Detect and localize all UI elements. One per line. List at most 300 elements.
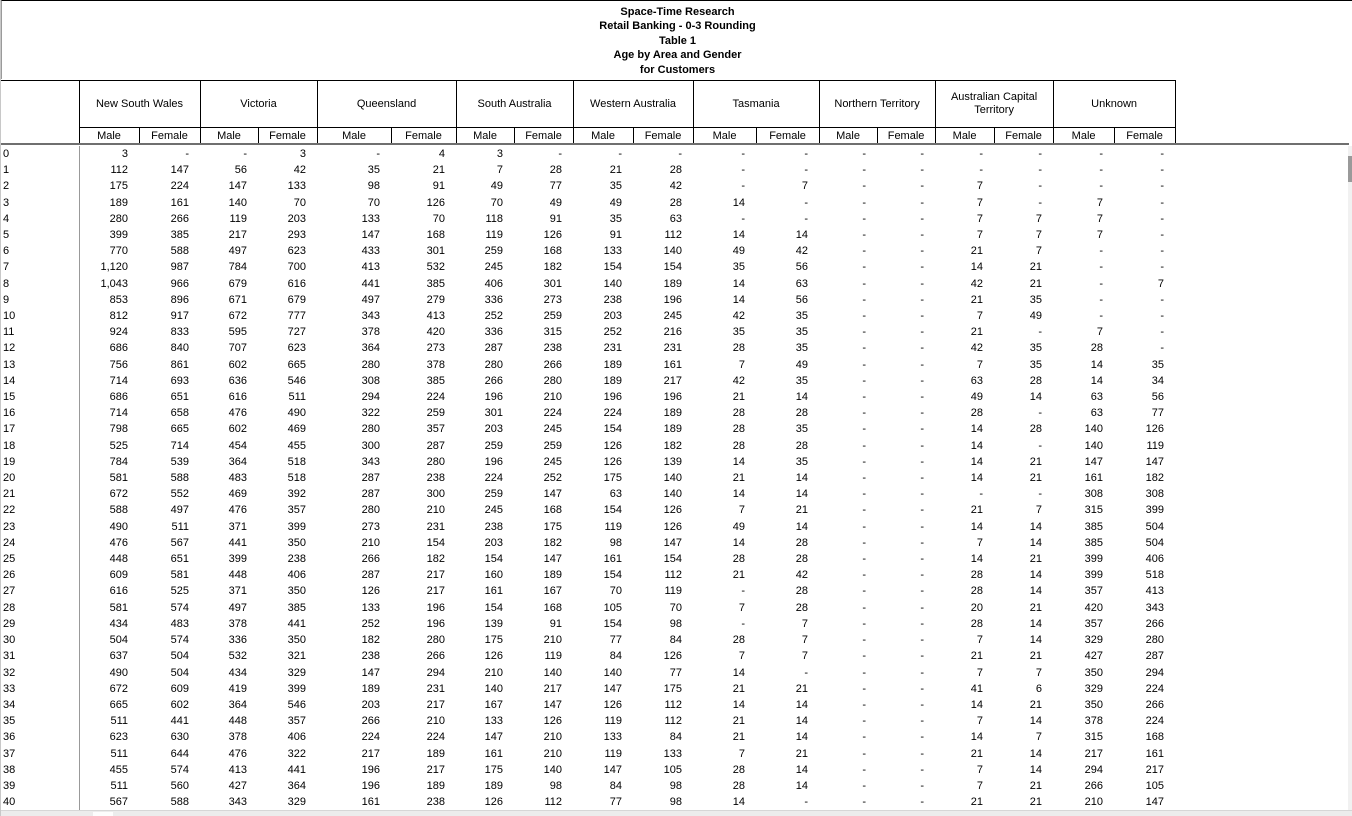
data-cell: 7 <box>801 180 808 193</box>
age-row-label: 40 <box>1 794 79 810</box>
data-cell: 252 <box>361 617 380 630</box>
data-cell: 126 <box>603 455 622 468</box>
data-cell: - <box>920 715 924 728</box>
data-cell: 350 <box>287 536 306 549</box>
data-cell: 518 <box>287 455 306 468</box>
data-cell: 42 <box>732 374 745 387</box>
data-cell: - <box>920 698 924 711</box>
data-cell: 294 <box>1145 666 1164 679</box>
data-cell: 427 <box>228 779 247 792</box>
data-cell: - <box>804 196 808 209</box>
data-cell: 238 <box>426 472 445 485</box>
data-cell: 322 <box>361 407 380 420</box>
age-row-label: 24 <box>1 535 79 551</box>
data-cell: 595 <box>228 326 247 339</box>
data-cell: 511 <box>110 779 128 792</box>
table-row <box>1 551 1175 567</box>
data-cell: 280 <box>361 504 380 517</box>
gender-subheader: Male <box>1053 128 1114 145</box>
data-cell: 147 <box>603 682 622 695</box>
data-cell: 70 <box>432 212 445 225</box>
data-cell: 7 <box>801 650 808 663</box>
data-cell: 126 <box>663 650 682 663</box>
data-cell: 21 <box>795 682 808 695</box>
age-row-label: 4 <box>1 211 79 227</box>
table-row <box>1 746 1175 762</box>
data-cell: 126 <box>543 715 562 728</box>
data-cell: 504 <box>170 666 189 679</box>
data-cell: 476 <box>228 504 247 517</box>
data-cell: 21 <box>732 731 745 744</box>
data-cell: 21 <box>732 715 745 728</box>
data-cell: 7 <box>976 634 983 647</box>
data-cell: 574 <box>170 601 189 614</box>
data-cell: 602 <box>228 423 247 436</box>
data-cell: 189 <box>663 277 682 290</box>
data-cell: - <box>804 148 808 160</box>
age-row-label: 0 <box>1 146 79 162</box>
data-cell: 665 <box>109 698 128 711</box>
data-cell: 350 <box>287 634 306 647</box>
table-row <box>1 794 1175 810</box>
data-cell: 14 <box>795 763 808 776</box>
data-cell: 147 <box>663 536 682 549</box>
data-cell: - <box>979 488 983 501</box>
data-cell: - <box>376 148 380 160</box>
data-cell: 336 <box>484 293 503 306</box>
data-cell: 896 <box>170 293 189 306</box>
data-cell: - <box>1038 148 1042 160</box>
data-cell: 798 <box>109 423 128 436</box>
data-cell: 70 <box>490 196 503 209</box>
data-cell: 658 <box>170 407 189 420</box>
data-cell: 378 <box>228 617 247 630</box>
data-cell: 217 <box>426 585 445 598</box>
gender-subheader: Female <box>633 128 693 145</box>
data-cell: 300 <box>426 488 445 501</box>
data-cell: 280 <box>543 374 562 387</box>
age-row-label: 39 <box>1 778 79 794</box>
data-cell: - <box>920 763 924 776</box>
data-cell: - <box>920 391 924 404</box>
data-cell: 266 <box>543 358 562 371</box>
data-cell: 427 <box>1084 650 1103 663</box>
data-cell: 42 <box>732 310 745 323</box>
data-cell: 301 <box>426 245 445 258</box>
data-cell: 154 <box>603 617 622 630</box>
age-row-label: 29 <box>1 616 79 632</box>
data-cell: 413 <box>361 261 380 274</box>
data-cell: 238 <box>426 796 445 809</box>
data-cell: 140 <box>543 763 562 776</box>
data-cell: 7 <box>1035 504 1042 517</box>
data-cell: 357 <box>426 423 445 436</box>
data-cell: 279 <box>426 293 445 306</box>
data-cell: 168 <box>426 229 445 242</box>
data-cell: - <box>920 293 924 306</box>
data-cell: 14 <box>732 488 745 501</box>
data-cell: 399 <box>1084 553 1103 566</box>
data-cell: 294 <box>361 391 380 404</box>
data-cell: 217 <box>426 763 445 776</box>
age-row-label: 22 <box>1 502 79 518</box>
data-cell: 14 <box>970 553 983 566</box>
data-cell: 70 <box>293 196 306 209</box>
data-cell: 189 <box>663 407 682 420</box>
state-group-header: Tasmania <box>693 81 819 128</box>
data-cell: - <box>920 520 924 533</box>
data-cell: 14 <box>795 488 808 501</box>
data-cell: - <box>862 439 866 452</box>
data-cell: 35 <box>732 326 745 339</box>
data-cell: 7 <box>1035 666 1042 679</box>
data-cell: 210 <box>1084 796 1103 809</box>
data-cell: 266 <box>484 374 503 387</box>
data-cell: 28 <box>732 342 745 355</box>
data-cell: 28 <box>795 439 808 452</box>
gender-subheader: Female <box>514 128 573 145</box>
data-cell: 126 <box>484 796 503 809</box>
data-cell: 126 <box>361 585 380 598</box>
data-cell: 420 <box>1084 601 1103 614</box>
data-cell: 287 <box>426 439 445 452</box>
data-cell: 343 <box>361 455 380 468</box>
data-cell: - <box>741 164 745 177</box>
table-row <box>1 243 1175 259</box>
data-cell: - <box>862 779 866 792</box>
data-cell: 21 <box>432 164 445 177</box>
data-cell: 112 <box>664 715 682 728</box>
data-cell: 217 <box>228 229 247 242</box>
data-cell: 581 <box>170 569 189 582</box>
data-cell: 294 <box>1084 763 1103 776</box>
data-cell: 154 <box>484 553 503 566</box>
data-cell: 273 <box>426 342 445 355</box>
data-cell: 49 <box>970 391 983 404</box>
data-cell: 343 <box>1145 601 1164 614</box>
data-cell: 630 <box>170 731 189 744</box>
data-cell: 7 <box>738 650 745 663</box>
data-cell: 259 <box>484 245 503 258</box>
data-cell: 399 <box>109 229 128 242</box>
table-row <box>1 438 1175 454</box>
data-cell: 49 <box>795 358 808 371</box>
data-cell: - <box>862 715 866 728</box>
data-cell: - <box>862 374 866 387</box>
data-cell: 497 <box>228 601 247 614</box>
data-cell: - <box>920 634 924 647</box>
vertical-scrollbar-thumb[interactable] <box>1348 156 1352 182</box>
data-cell: 420 <box>426 326 445 339</box>
data-cell: - <box>862 423 866 436</box>
data-cell: 14 <box>795 779 808 792</box>
table-row <box>1 292 1175 308</box>
gender-subheader: Male <box>573 128 633 145</box>
data-cell: 14 <box>1029 617 1042 630</box>
state-group-header: Queensland <box>317 81 456 128</box>
data-cell: - <box>920 245 924 258</box>
data-cell: 315 <box>1084 731 1103 744</box>
data-cell: 581 <box>109 472 128 485</box>
data-cell: 623 <box>287 342 306 355</box>
data-cell: 399 <box>1145 504 1164 517</box>
data-cell: 210 <box>484 666 503 679</box>
data-cell: 665 <box>287 358 306 371</box>
data-cell: 140 <box>543 666 562 679</box>
data-cell: - <box>862 504 866 517</box>
data-cell: 28 <box>549 164 562 177</box>
table-row <box>1 195 1175 211</box>
data-cell: 189 <box>663 423 682 436</box>
data-cell: - <box>862 455 866 468</box>
data-cell: 56 <box>795 293 808 306</box>
data-cell: 35 <box>609 212 622 225</box>
data-cell: 14 <box>795 715 808 728</box>
data-cell: 139 <box>484 617 503 630</box>
data-cell: 616 <box>228 391 247 404</box>
data-cell: 70 <box>609 585 622 598</box>
table-row <box>1 211 1175 227</box>
horizontal-scrollbar[interactable] <box>1 810 1352 816</box>
data-cell: 224 <box>361 731 380 744</box>
data-cell: 21 <box>1029 553 1042 566</box>
data-cell: 98 <box>367 180 380 193</box>
data-cell: 126 <box>663 504 682 517</box>
data-cell: 7 <box>801 634 808 647</box>
data-cell: 602 <box>170 698 189 711</box>
data-cell: 7 <box>1035 229 1042 242</box>
gender-subheader: Female <box>877 128 935 145</box>
age-row-label: 18 <box>1 438 79 454</box>
data-cell: 287 <box>361 472 380 485</box>
data-cell: 7 <box>738 601 745 614</box>
data-cell: 609 <box>109 569 128 582</box>
data-cell: 378 <box>361 326 380 339</box>
data-cell: 35 <box>609 180 622 193</box>
data-cell: - <box>862 650 866 663</box>
data-cell: 21 <box>732 391 745 404</box>
data-cell: 560 <box>170 779 189 792</box>
data-cell: 546 <box>287 698 306 711</box>
gender-subheader: Female <box>994 128 1053 145</box>
data-cell: - <box>920 180 924 193</box>
data-cell: - <box>1160 261 1164 274</box>
data-cell: 91 <box>549 212 562 225</box>
data-cell: 727 <box>287 326 306 339</box>
data-cell: 189 <box>109 196 128 209</box>
data-cell: 350 <box>1084 666 1103 679</box>
data-cell: 133 <box>484 715 503 728</box>
data-cell: 133 <box>287 180 306 193</box>
data-cell: - <box>862 763 866 776</box>
data-cell: 28 <box>795 585 808 598</box>
data-cell: 14 <box>1029 715 1042 728</box>
data-cell: 175 <box>663 682 682 695</box>
age-row-label: 20 <box>1 470 79 486</box>
data-cell: 784 <box>228 261 247 274</box>
state-group-header: South Australia <box>456 81 573 128</box>
data-cell: - <box>862 229 866 242</box>
header-rows <box>1 81 1175 145</box>
data-cell: 245 <box>543 455 562 468</box>
data-cell: 700 <box>287 261 306 274</box>
vertical-scrollbar[interactable] <box>1348 146 1352 810</box>
data-cell: 21 <box>1029 277 1042 290</box>
age-row-label: 1 <box>1 162 79 178</box>
data-cell: 154 <box>663 553 682 566</box>
data-cell: 259 <box>484 439 503 452</box>
data-cell: - <box>862 569 866 582</box>
data-cell: - <box>618 148 622 160</box>
data-cell: 175 <box>109 180 128 193</box>
data-cell: 511 <box>110 747 128 760</box>
data-cell: 133 <box>361 601 380 614</box>
data-cell: 532 <box>426 261 445 274</box>
data-cell: 413 <box>228 763 247 776</box>
data-cell: 21 <box>732 472 745 485</box>
data-cell: 70 <box>367 196 380 209</box>
data-cell: 357 <box>1084 617 1103 630</box>
data-cell: 238 <box>361 650 380 663</box>
data-cell: 483 <box>228 472 247 485</box>
data-cell: 588 <box>170 796 189 809</box>
data-cell: 14 <box>1029 391 1042 404</box>
data-cell: 14 <box>970 455 983 468</box>
data-cell: - <box>920 229 924 242</box>
data-cell: 42 <box>293 164 306 177</box>
data-cell: 119 <box>604 715 622 728</box>
data-cell: 154 <box>663 261 682 274</box>
data-cell: 322 <box>287 747 306 760</box>
data-cell: - <box>920 731 924 744</box>
data-cell: 161 <box>1145 747 1164 760</box>
data-cell: 455 <box>109 763 128 776</box>
data-cell: 133 <box>603 245 622 258</box>
data-cell: - <box>862 634 866 647</box>
data-cell: 140 <box>663 472 682 485</box>
state-group-header: Northern Territory <box>819 81 935 128</box>
data-cell: - <box>920 536 924 549</box>
data-cell: 21 <box>970 796 983 809</box>
data-cell: - <box>920 779 924 792</box>
data-cell: 7 <box>976 666 983 679</box>
data-cell: - <box>741 212 745 225</box>
table-row <box>1 340 1175 356</box>
table-row <box>1 486 1175 502</box>
data-cell: 609 <box>170 682 189 695</box>
data-cell: 441 <box>170 715 189 728</box>
data-cell: 224 <box>1145 682 1164 695</box>
data-cell: 7 <box>976 779 983 792</box>
data-cell: 35 <box>795 455 808 468</box>
data-cell: 49 <box>490 180 503 193</box>
data-cell: 140 <box>663 488 682 501</box>
data-cell: 14 <box>1029 536 1042 549</box>
data-cell: 196 <box>361 763 380 776</box>
data-cell: 189 <box>426 747 445 760</box>
data-cell: 266 <box>1145 617 1164 630</box>
data-cell: 511 <box>110 715 128 728</box>
data-cell: 644 <box>170 747 189 760</box>
data-cell: 21 <box>1029 455 1042 468</box>
table-row <box>1 470 1175 486</box>
data-cell: 182 <box>1145 472 1164 485</box>
age-row-label: 23 <box>1 519 79 535</box>
data-cell: 112 <box>544 796 562 809</box>
data-cell: 14 <box>732 196 745 209</box>
data-cell: 14 <box>1029 569 1042 582</box>
data-cell: 7 <box>1096 326 1103 339</box>
age-row-label: 28 <box>1 600 79 616</box>
data-cell: 266 <box>170 212 189 225</box>
data-cell: 77 <box>609 634 622 647</box>
data-cell: 259 <box>543 310 562 323</box>
data-cell: - <box>862 536 866 549</box>
data-cell: 497 <box>361 293 380 306</box>
data-cell: 651 <box>170 391 189 404</box>
data-cell: 28 <box>1029 374 1042 387</box>
data-cell: 63 <box>970 374 983 387</box>
table-row <box>1 600 1175 616</box>
data-cell: 315 <box>543 326 562 339</box>
table-row <box>1 502 1175 518</box>
data-cell: - <box>1099 148 1103 160</box>
table-row <box>1 373 1175 389</box>
data-cell: - <box>1038 196 1042 209</box>
data-cell: 7 <box>738 504 745 517</box>
data-cell: 161 <box>484 585 503 598</box>
data-cell: 833 <box>170 326 189 339</box>
data-cell: 147 <box>484 731 503 744</box>
data-cell: 154 <box>603 569 622 582</box>
data-cell: 511 <box>288 391 306 404</box>
data-cell: - <box>862 310 866 323</box>
data-cell: 259 <box>543 439 562 452</box>
title-line: Age by Area and Gender <box>613 49 742 62</box>
data-cell: 419 <box>228 682 247 695</box>
data-cell: 91 <box>609 229 622 242</box>
data-cell: 154 <box>603 504 622 517</box>
table-row <box>1 616 1175 632</box>
data-cell: 672 <box>109 682 128 695</box>
data-cell: 133 <box>603 731 622 744</box>
data-cell: - <box>1099 164 1103 177</box>
data-cell: 91 <box>432 180 445 193</box>
data-cell: 21 <box>1029 650 1042 663</box>
table-row <box>1 259 1175 275</box>
horizontal-scrollbar-thumb[interactable] <box>93 812 113 816</box>
data-cell: 210 <box>361 536 380 549</box>
data-cell: 147 <box>361 229 380 242</box>
data-cell: - <box>862 796 866 809</box>
data-cell: 28 <box>970 407 983 420</box>
data-cell: 35 <box>795 326 808 339</box>
data-cell: 217 <box>543 682 562 695</box>
data-cell: 154 <box>426 536 445 549</box>
data-cell: 245 <box>663 310 682 323</box>
data-cell: 686 <box>109 342 128 355</box>
data-cell: 329 <box>1084 682 1103 695</box>
age-row-label: 38 <box>1 762 79 778</box>
data-cell: 35 <box>795 310 808 323</box>
data-cell: - <box>1099 310 1103 323</box>
data-cell: 21 <box>970 650 983 663</box>
data-cell: 14 <box>795 391 808 404</box>
data-cell: 14 <box>1029 747 1042 760</box>
data-cell: - <box>862 180 866 193</box>
data-cell: 210 <box>543 747 562 760</box>
data-cell: 385 <box>426 374 445 387</box>
